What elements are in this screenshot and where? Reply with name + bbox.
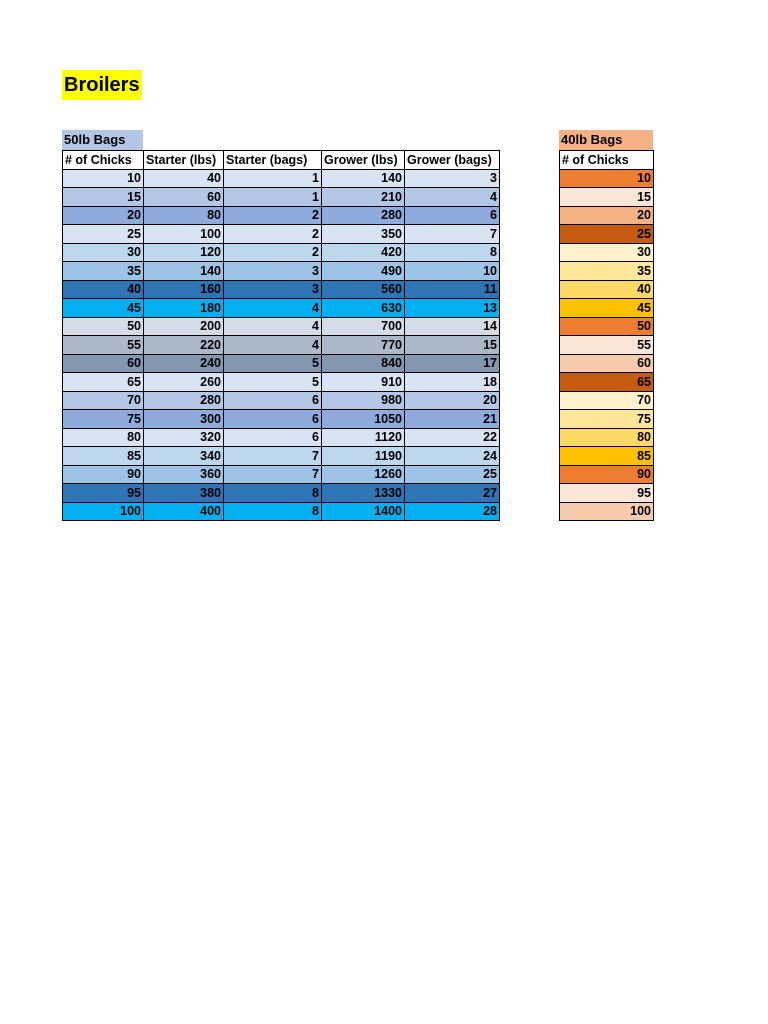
- grower-bags-cell: 25: [405, 465, 500, 484]
- table-row: [560, 169, 654, 188]
- chicks-cell: 95: [63, 484, 144, 503]
- grower-lbs-cell: 280: [322, 206, 405, 225]
- starter-bags-cell: 8: [224, 484, 322, 503]
- table-row: [63, 336, 500, 355]
- 40lb-bags-label: 40lb Bags: [559, 130, 653, 150]
- table-row: [560, 262, 654, 281]
- grower-bags-cell: 20: [405, 391, 500, 410]
- chicks-cell: 90: [560, 465, 654, 484]
- grower-bags-cell: 27: [405, 484, 500, 503]
- starter-lbs-cell: 300: [144, 410, 224, 429]
- header-starter-bags: Starter (bags): [224, 151, 322, 170]
- starter-lbs-cell: 400: [144, 502, 224, 521]
- chicks-cell: 40: [63, 280, 144, 299]
- starter-bags-cell: 2: [224, 243, 322, 262]
- chicks-cell: 15: [560, 188, 654, 207]
- table-row: [63, 299, 500, 318]
- chicks-cell: 20: [560, 206, 654, 225]
- 40lb-feed-table: [559, 150, 654, 521]
- table-row: [63, 465, 500, 484]
- starter-bags-cell: 7: [224, 447, 322, 466]
- chicks-cell: 25: [560, 225, 654, 244]
- starter-bags-cell: 3: [224, 262, 322, 281]
- starter-bags-cell: 4: [224, 317, 322, 336]
- starter-bags-cell: 8: [224, 502, 322, 521]
- table-row: [560, 465, 654, 484]
- grower-lbs-cell: 910: [322, 373, 405, 392]
- table-row: [63, 373, 500, 392]
- 50lb-feed-table: [62, 150, 500, 521]
- chicks-cell: 85: [63, 447, 144, 466]
- table-row: [63, 502, 500, 521]
- chicks-cell: 95: [560, 484, 654, 503]
- starter-lbs-cell: 380: [144, 484, 224, 503]
- table-row: [560, 336, 654, 355]
- starter-bags-cell: 5: [224, 354, 322, 373]
- chicks-cell: 85: [560, 447, 654, 466]
- grower-bags-cell: 13: [405, 299, 500, 318]
- grower-lbs-cell: 420: [322, 243, 405, 262]
- chicks-cell: 30: [560, 243, 654, 262]
- grower-bags-cell: 17: [405, 354, 500, 373]
- starter-lbs-cell: 80: [144, 206, 224, 225]
- table-row: [63, 280, 500, 299]
- chicks-cell: 70: [560, 391, 654, 410]
- chicks-cell: 75: [63, 410, 144, 429]
- starter-bags-cell: 6: [224, 428, 322, 447]
- grower-bags-cell: 24: [405, 447, 500, 466]
- header-chicks: # of Chicks: [63, 151, 144, 170]
- grower-lbs-cell: 560: [322, 280, 405, 299]
- grower-lbs-cell: 700: [322, 317, 405, 336]
- table-row: [560, 502, 654, 521]
- grower-lbs-cell: 350: [322, 225, 405, 244]
- starter-bags-cell: 1: [224, 169, 322, 188]
- table-row: [63, 354, 500, 373]
- starter-bags-cell: 3: [224, 280, 322, 299]
- chicks-cell: 55: [63, 336, 144, 355]
- chicks-cell: 100: [560, 502, 654, 521]
- grower-bags-cell: 7: [405, 225, 500, 244]
- grower-bags-cell: 21: [405, 410, 500, 429]
- grower-bags-cell: 14: [405, 317, 500, 336]
- table-row: [63, 391, 500, 410]
- sheet-title: Broilers: [62, 70, 142, 100]
- chicks-cell: 35: [63, 262, 144, 281]
- starter-lbs-cell: 40: [144, 169, 224, 188]
- grower-lbs-cell: 1330: [322, 484, 405, 503]
- header-chicks: # of Chicks: [560, 151, 654, 170]
- table-row: [560, 188, 654, 207]
- table-row: [560, 243, 654, 262]
- starter-bags-cell: 4: [224, 336, 322, 355]
- table-row: [560, 391, 654, 410]
- chicks-cell: 40: [560, 280, 654, 299]
- 50lb-bags-label: 50lb Bags: [62, 130, 143, 150]
- chicks-cell: 35: [560, 262, 654, 281]
- chicks-cell: 65: [63, 373, 144, 392]
- grower-bags-cell: 28: [405, 502, 500, 521]
- grower-bags-cell: 6: [405, 206, 500, 225]
- chicks-cell: 75: [560, 410, 654, 429]
- grower-bags-cell: 8: [405, 243, 500, 262]
- starter-lbs-cell: 220: [144, 336, 224, 355]
- table-row: [560, 280, 654, 299]
- table-row: [63, 410, 500, 429]
- grower-bags-cell: 22: [405, 428, 500, 447]
- grower-lbs-cell: 1400: [322, 502, 405, 521]
- chicks-cell: 50: [63, 317, 144, 336]
- starter-bags-cell: 2: [224, 206, 322, 225]
- table-row: [560, 354, 654, 373]
- grower-lbs-cell: 1120: [322, 428, 405, 447]
- starter-bags-cell: 6: [224, 391, 322, 410]
- chicks-cell: 80: [560, 428, 654, 447]
- starter-lbs-cell: 280: [144, 391, 224, 410]
- table-row: [63, 428, 500, 447]
- table-header-row: [63, 151, 500, 170]
- starter-lbs-cell: 340: [144, 447, 224, 466]
- table-row: [560, 206, 654, 225]
- table-row: [560, 484, 654, 503]
- chicks-cell: 30: [63, 243, 144, 262]
- grower-lbs-cell: 210: [322, 188, 405, 207]
- grower-lbs-cell: 490: [322, 262, 405, 281]
- grower-lbs-cell: 980: [322, 391, 405, 410]
- chicks-cell: 10: [560, 169, 654, 188]
- table-row: [560, 317, 654, 336]
- chicks-cell: 45: [560, 299, 654, 318]
- header-starter-lbs: Starter (lbs): [144, 151, 224, 170]
- table-row: [63, 169, 500, 188]
- grower-bags-cell: 3: [405, 169, 500, 188]
- starter-lbs-cell: 160: [144, 280, 224, 299]
- grower-lbs-cell: 140: [322, 169, 405, 188]
- grower-lbs-cell: 1190: [322, 447, 405, 466]
- table-row: [63, 262, 500, 281]
- table-row: [63, 188, 500, 207]
- grower-bags-cell: 18: [405, 373, 500, 392]
- grower-lbs-cell: 770: [322, 336, 405, 355]
- starter-bags-cell: 4: [224, 299, 322, 318]
- chicks-cell: 60: [560, 354, 654, 373]
- starter-lbs-cell: 240: [144, 354, 224, 373]
- chicks-cell: 50: [560, 317, 654, 336]
- starter-lbs-cell: 60: [144, 188, 224, 207]
- grower-lbs-cell: 840: [322, 354, 405, 373]
- grower-bags-cell: 4: [405, 188, 500, 207]
- starter-bags-cell: 2: [224, 225, 322, 244]
- starter-lbs-cell: 320: [144, 428, 224, 447]
- starter-bags-cell: 5: [224, 373, 322, 392]
- chicks-cell: 65: [560, 373, 654, 392]
- table-row: [560, 225, 654, 244]
- table-row: [63, 225, 500, 244]
- chicks-cell: 90: [63, 465, 144, 484]
- chicks-cell: 15: [63, 188, 144, 207]
- starter-lbs-cell: 260: [144, 373, 224, 392]
- table-row: [560, 299, 654, 318]
- chicks-cell: 45: [63, 299, 144, 318]
- table-row: [63, 447, 500, 466]
- grower-lbs-cell: 630: [322, 299, 405, 318]
- chicks-cell: 25: [63, 225, 144, 244]
- grower-bags-cell: 15: [405, 336, 500, 355]
- table-row: [560, 447, 654, 466]
- starter-lbs-cell: 360: [144, 465, 224, 484]
- header-grower-bags: Grower (bags): [405, 151, 500, 170]
- starter-bags-cell: 6: [224, 410, 322, 429]
- table-row: [63, 243, 500, 262]
- chicks-cell: 10: [63, 169, 144, 188]
- table-row: [63, 317, 500, 336]
- chicks-cell: 100: [63, 502, 144, 521]
- grower-bags-cell: 10: [405, 262, 500, 281]
- starter-lbs-cell: 200: [144, 317, 224, 336]
- chicks-cell: 80: [63, 428, 144, 447]
- chicks-cell: 60: [63, 354, 144, 373]
- starter-bags-cell: 7: [224, 465, 322, 484]
- starter-lbs-cell: 140: [144, 262, 224, 281]
- chicks-cell: 20: [63, 206, 144, 225]
- starter-lbs-cell: 120: [144, 243, 224, 262]
- grower-lbs-cell: 1050: [322, 410, 405, 429]
- chicks-cell: 55: [560, 336, 654, 355]
- grower-lbs-cell: 1260: [322, 465, 405, 484]
- starter-lbs-cell: 180: [144, 299, 224, 318]
- table-row: [560, 410, 654, 429]
- header-grower-lbs: Grower (lbs): [322, 151, 405, 170]
- table-row: [560, 428, 654, 447]
- table-header-row: [560, 151, 654, 170]
- chicks-cell: 70: [63, 391, 144, 410]
- table-row: [63, 484, 500, 503]
- starter-lbs-cell: 100: [144, 225, 224, 244]
- starter-bags-cell: 1: [224, 188, 322, 207]
- table-row: [560, 373, 654, 392]
- table-row: [63, 206, 500, 225]
- grower-bags-cell: 11: [405, 280, 500, 299]
